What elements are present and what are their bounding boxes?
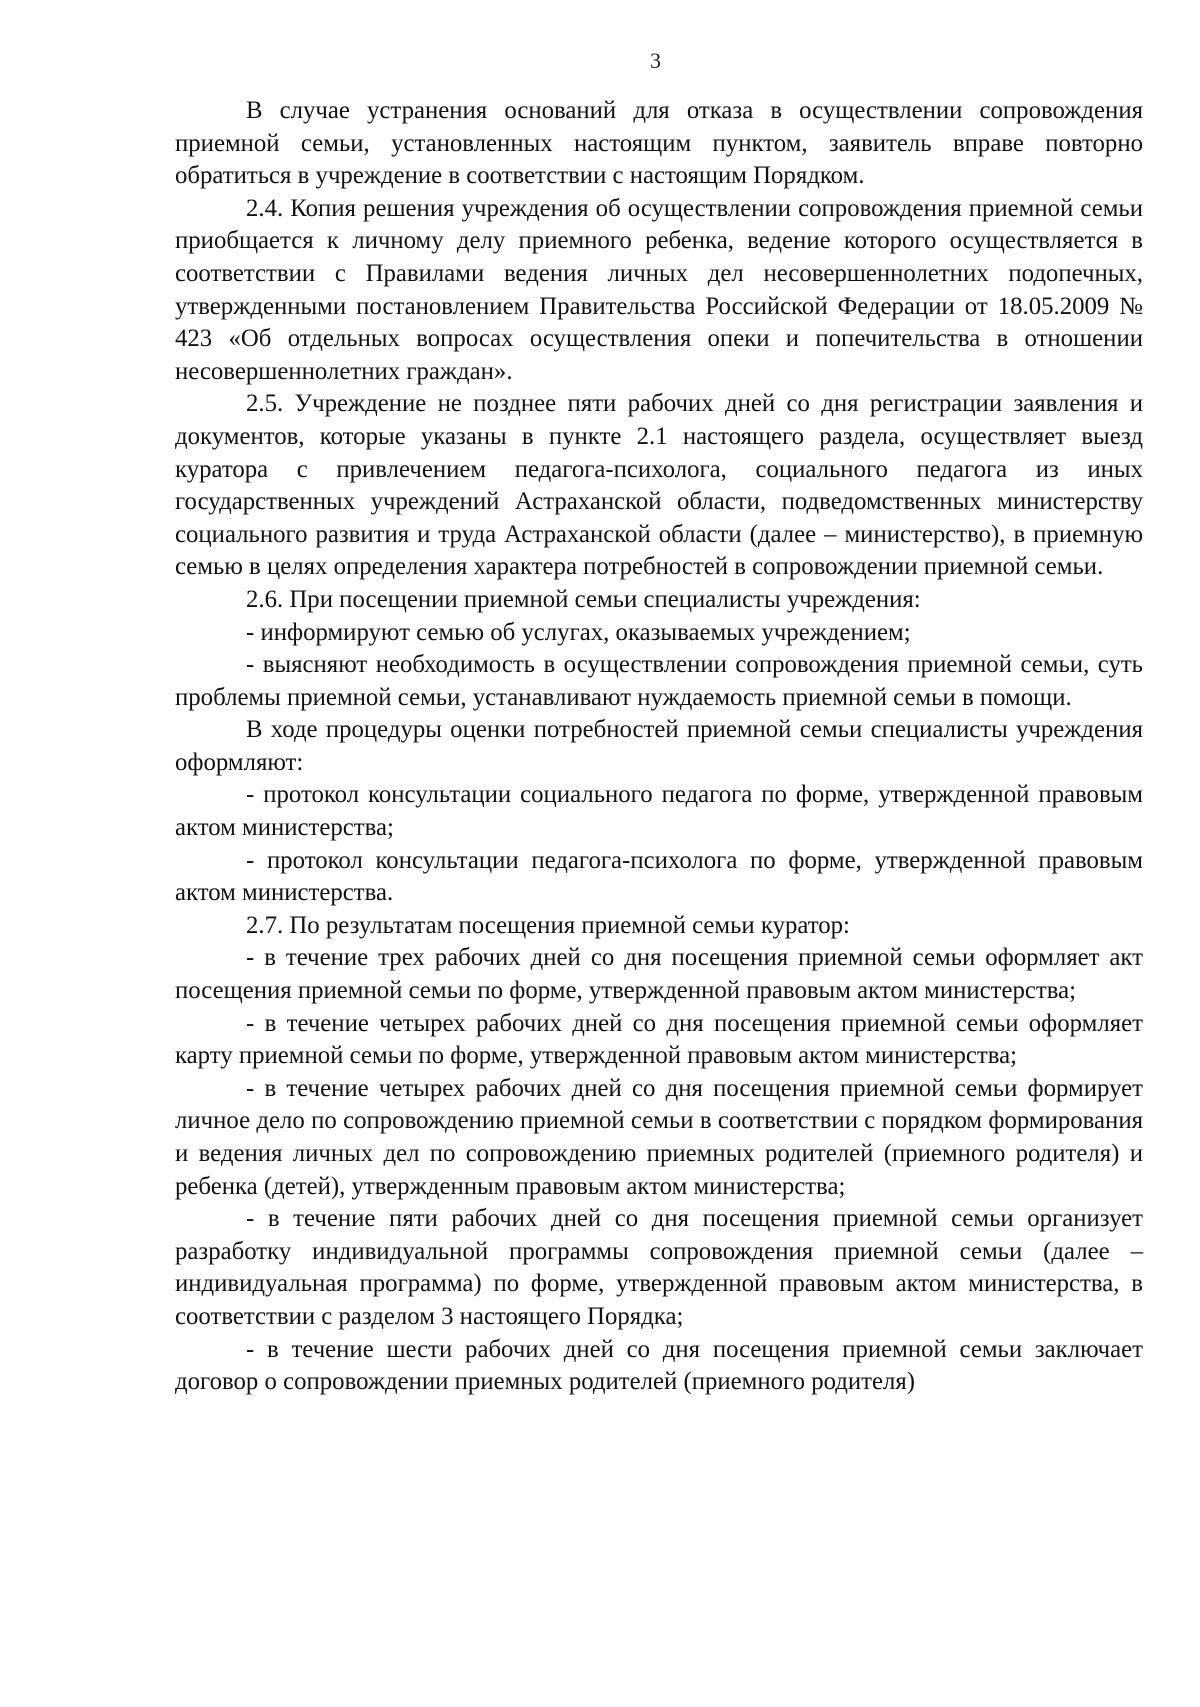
- document-body: [175, 95, 1143, 1399]
- paragraph: 2.4. Копия решения учреждения об осуществлении сопровождения приемной семьи приобщается к личному делу приемного ребенка, ведение которого осуществляется в соответствии с Правилами ведения личных дел несовершеннолетних подопечных, утвержденными постановлением Правительства Российской Федерации от 18.05.2009 № 423 «Об отдельных вопросах осуществления опеки и попечительства в отношении несовершеннолетних граждан».: [175, 194, 1143, 385]
- list-item: - в течение четырех рабочих дней со дня посещения приемной семьи формирует личное дело по сопровождению приемной семьи в соответствии с порядком формирования и ведения личных дел по сопровождению приемных родителей (приемного родителя) и ребенка (детей), утвержденным правовым актом министерства;: [175, 1074, 1143, 1200]
- paragraph: В ходе процедуры оценки потребностей приемной семьи специалисты учреждения оформляют:: [175, 716, 1143, 776]
- list-item: - в течение трех рабочих дней со дня посещения приемной семьи оформляет акт посещения приемной семьи по форме, утвержденной правовым актом министерства;: [175, 944, 1143, 1005]
- list-item: - в течение шести рабочих дней со дня посещения приемной семьи заключает договор о сопровождении приемных родителей (приемного родителя): [175, 1335, 1143, 1396]
- paragraph: 2.6. При посещении приемной семьи специалисты учреждения:: [246, 585, 921, 613]
- paragraph: 2.5. Учреждение не позднее пяти рабочих дней со дня регистрации заявления и документов, которые указаны в пункте 2.1 настоящего раздела, осуществляет выезд куратора с привлечением педагога-психолога, социального педагога из иных государственных учреждений Астраханской области, подведомственных министерству социального развития и труда Астраханской области (далее – министерство), в приемную семью в целях определения характера потребностей в сопровождении приемной семьи.: [175, 390, 1143, 581]
- list-item: - в течение пяти рабочих дней со дня посещения приемной семьи организует разработку индивидуальной программы сопровождения приемной семьи (далее – индивидуальная программа) по форме, утвержденной правовым актом министерства, в соответствии с разделом 3 настоящего Порядка;: [175, 1205, 1143, 1330]
- list-item: - протокол консультации педагога-психолога по форме, утвержденной правовым актом министерства.: [175, 846, 1143, 907]
- page-number: 3: [650, 48, 661, 73]
- list-item: - протокол консультации социального педагога по форме, утвержденной правовым актом министерства;: [175, 781, 1143, 842]
- list-item: - выясняют необходимость в осуществлении сопровождения приемной семьи, суть проблемы приемной семьи, устанавливают нуждаемость приемной семьи в помощи.: [175, 651, 1143, 711]
- list-item: - информируют семью об услугах, оказываемых учреждением;: [246, 618, 911, 646]
- list-item: - в течение четырех рабочих дней со дня посещения приемной семьи оформляет карту приемной семьи по форме, утвержденной правовым актом министерства;: [175, 1009, 1143, 1070]
- paragraph: В случае устранения оснований для отказа в осуществлении сопровождения приемной семьи, установленных настоящим пунктом, заявитель вправе повторно обратиться в учреждение в соответствии с настоящим Порядком.: [175, 97, 1143, 190]
- paragraph: 2.7. По результатам посещения приемной семьи куратор:: [246, 911, 850, 939]
